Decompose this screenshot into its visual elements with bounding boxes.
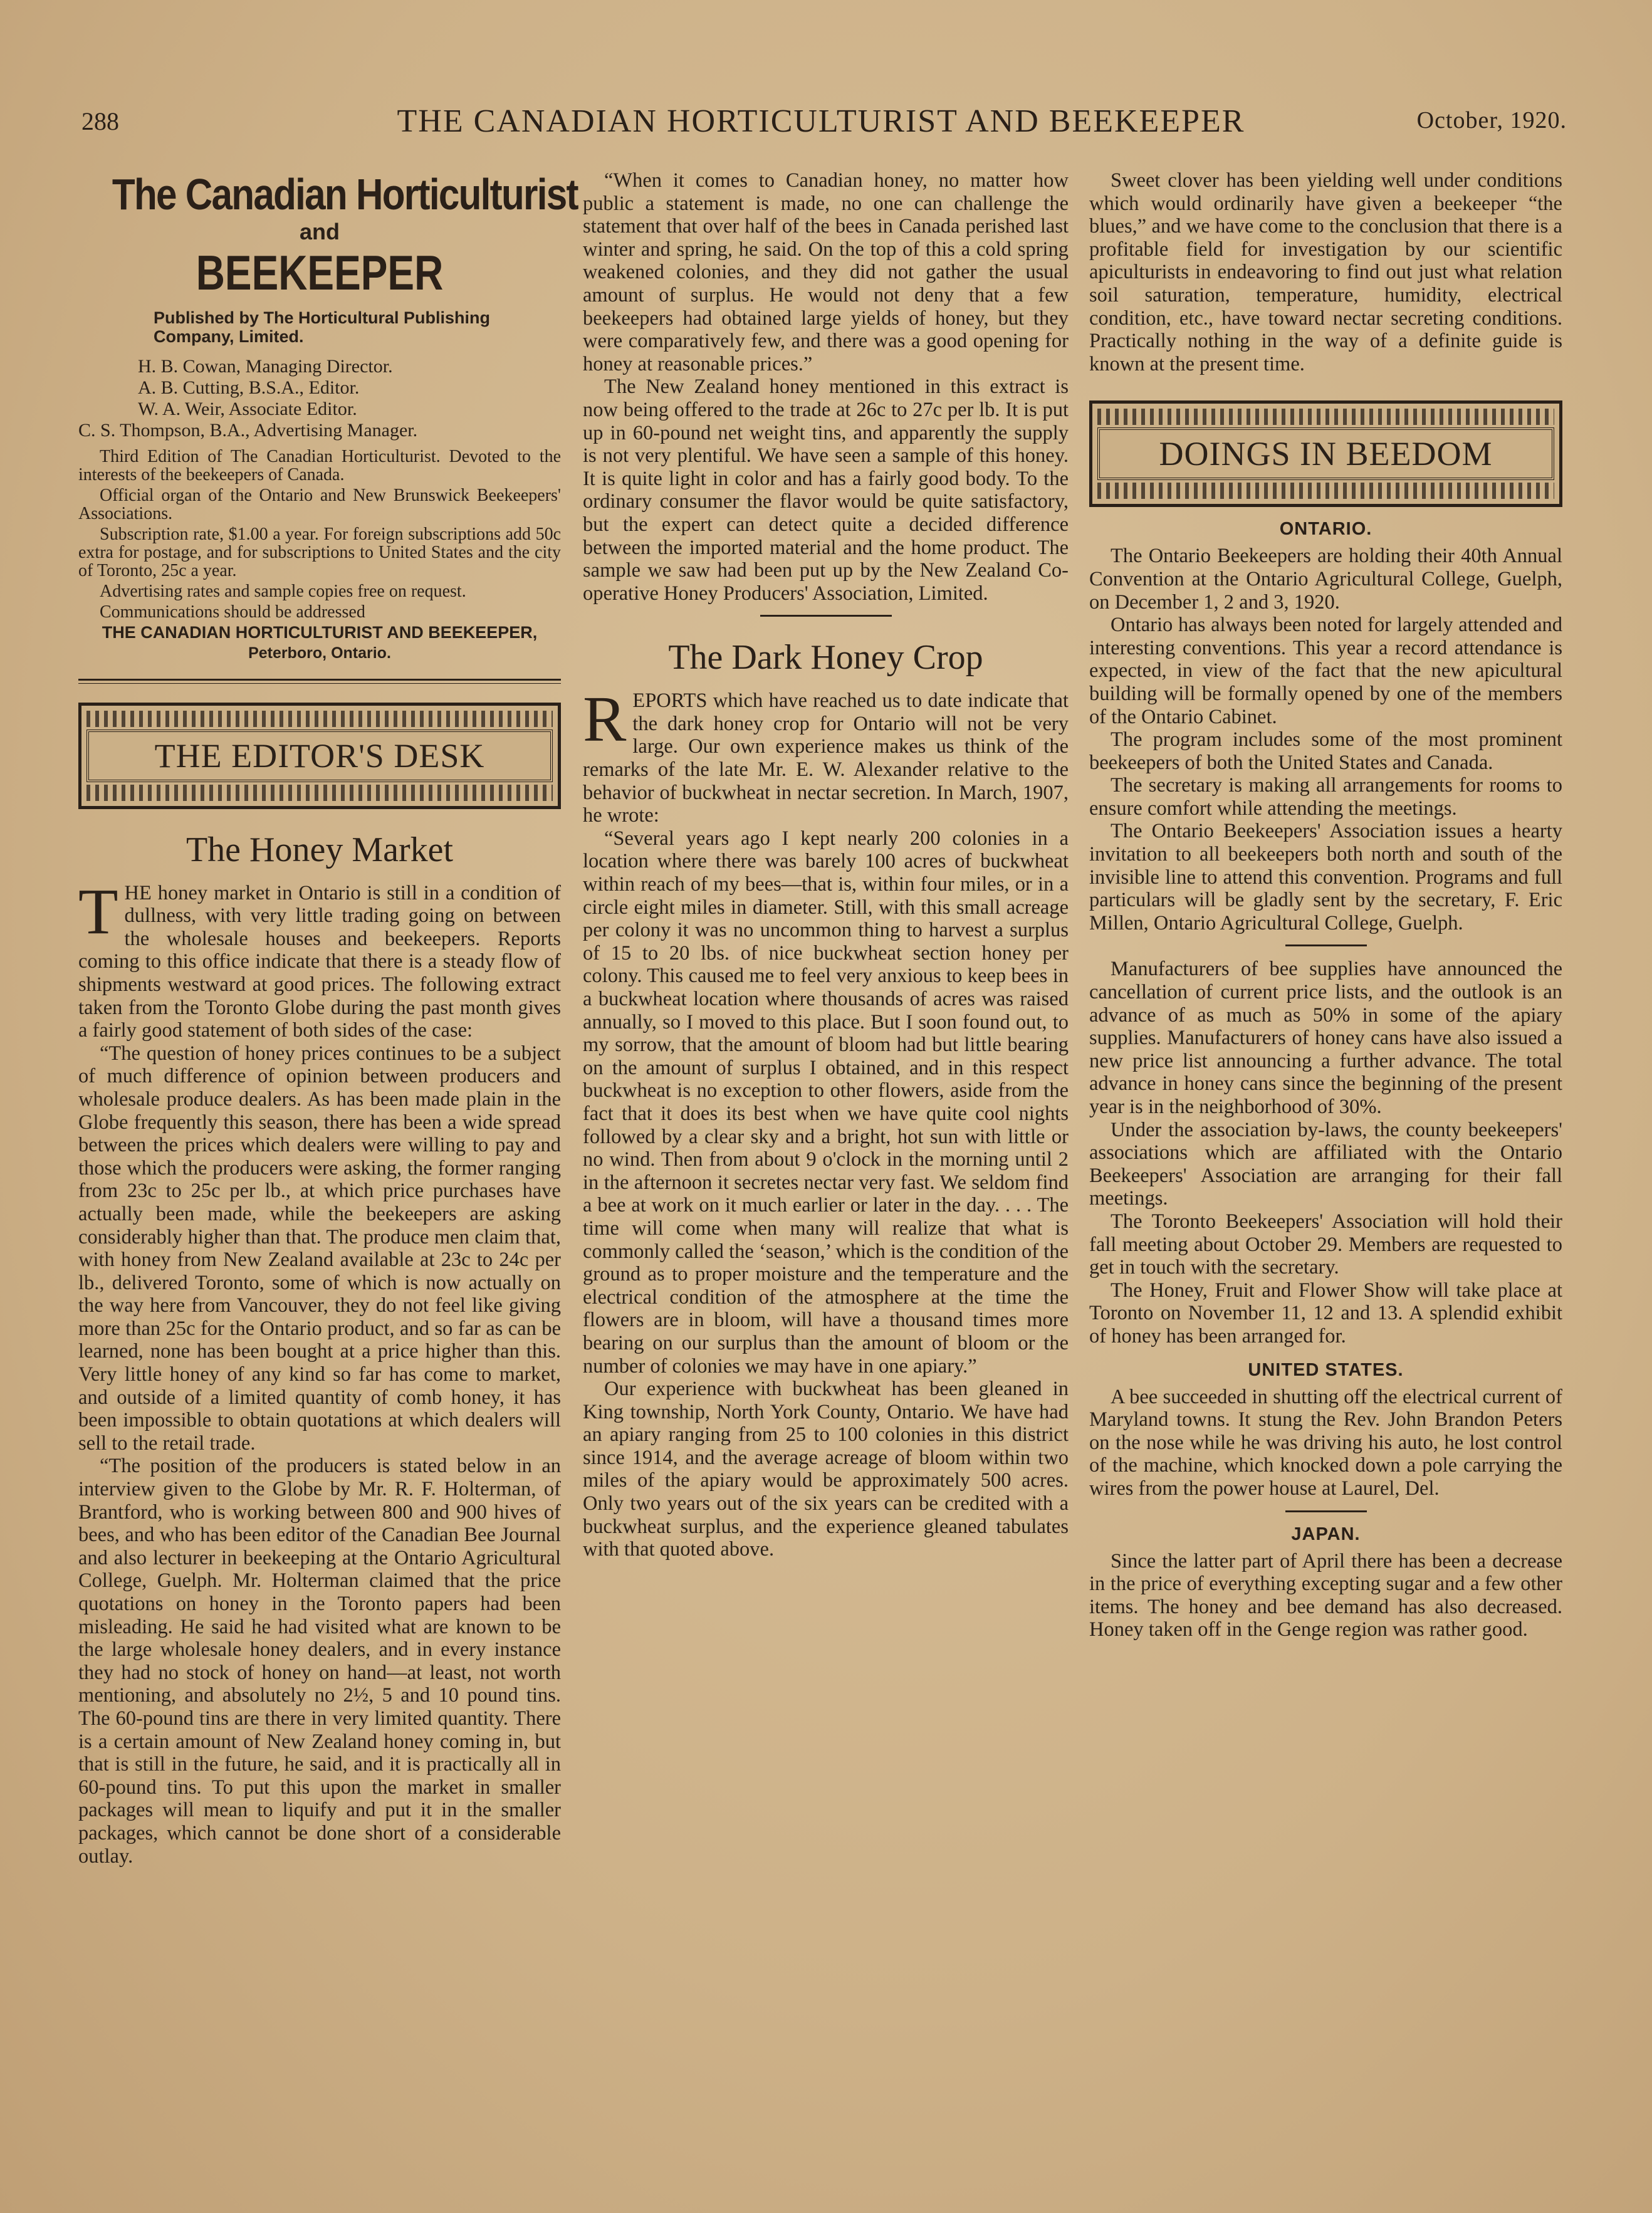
column-2 (583, 169, 1069, 1561)
column-3 (1089, 169, 1562, 1641)
paragraph-text: HE honey market in Ontario is still in a condition of dullness, with very little trading going on between the wholesale houses and beekeepers. Reports coming to this office indicate that there is a steady flow of shipments westward at good prices. The following extract taken from the Toronto Globe during the past month gives a fairly good statement of both sides of the case: (78, 881, 561, 1042)
masthead (78, 169, 578, 665)
masthead-beekeeper: BEEKEEPER (196, 245, 444, 300)
banner-ornament (86, 785, 553, 801)
article-paragraph: “The position of the producers is stated below in an interview given to the Globe by Mr. R. F. Holterman, of Brantford, who is working between 800 and 900 hives of bees, and who has been editor of the Canadian Bee Journal and also lecturer in beekeeping at the Ontario Agricultural College, Guelph. Mr. Holterman claimed that the price quotations on honey in the Toronto papers had been misleading. He said he had visited what are known to be the large wholesale honey dealers, and in every instance they had no stock of honey on hand—at least, not worth mentioning, and absolutely no 2½, 5 and 10 pound tins. The 60-pound tins are there in very limited quantity. There is a certain amount of New Zealand honey coming in, but that is still in the future, he said, and it is practically all in 60-pound tins. To put this upon the market in smaller packages will mean to liquify and put it in the smaller packages, which cannot be done short of a considerable outlay. (78, 1455, 561, 1868)
staff-list (78, 356, 561, 441)
article-paragraph (78, 875, 561, 1042)
article-paragraph: “The question of honey prices continues to be a subject of much difference of opinion between producers and wholesale produce dealers. As has been made plain in the Globe frequently this season, there has been a wide spread between the prices which dealers were willing to pay and those which the producers were asking, the former ranging from 23c to 25c per lb., at which price purchases have actually been made, while the beekeepers are asking considerably higher than that. The produce men claim that, with honey from New Zealand available at 23c to 24c per lb., delivered Toronto, some of which is now actually on the way here from Vancouver, they do not feel like giving more than 25c for the Ontario product, and so far as can be learned, none has been bought at a price higher than this. Very little honey of any kind so far has come to market, and outside of a limited quantity of comb honey, it has been impossible to obtain quotations at which dealers will sell to the retail trade. (78, 1042, 561, 1455)
banner-title: DOINGS IN BEEDOM (1097, 427, 1554, 480)
section-rule (1285, 944, 1367, 946)
beedom-banner (1089, 400, 1562, 507)
section-heading-united-states: UNITED STATES. (1248, 1359, 1404, 1380)
mailing-city: Peterboro, Ontario. (248, 644, 391, 662)
banner-ornament (86, 711, 553, 727)
news-paragraph: The Honey, Fruit and Flower Show will take place at Toronto on November 11, 12 and 13. A splendid exhibit of honey has been arranged for. (1089, 1279, 1562, 1347)
news-paragraph: Ontario has always been noted for largely attended and interesting conventions. This year a record attendance is expected, in view of the fact that the new apicultural building will be formally opened by one of the members of the Ontario Cabinet. (1089, 614, 1562, 728)
article-paragraph: The New Zealand honey mentioned in this extract is now being offered to the trade at 26c to 27c per lb. It is put up in 60-pound net weight tins, and apparently the supply is not very plentiful. We have seen a sample of this honey. It is quite light in color and has a fairly good body. To the ordinary consumer the flavor would be quite satisfactory, but the expert can detect quite a decided difference between the imported material and the home product. The sample we saw had been put up by the New Zealand Co-operative Honey Producers' Association, Limited. (583, 375, 1069, 605)
banner-title: THE EDITOR'S DESK (86, 730, 553, 782)
masthead-title: The Canadian Horticulturist (112, 170, 578, 219)
staff-entry: A. B. Cutting, B.S.A., Editor. (138, 377, 360, 398)
article-paragraph: “Several years ago I kept nearly 200 colonies in a location where there was barely 100 acres of buckwheat within reach of my bees—that is, within four miles, or in a circle eight miles in diameter. Still, with this small acreage per colony it was no uncommon thing to harvest a surplus of 15 to 20 lbs. of nice buckwheat section honey per colony. This caused me to feel very anxious to keep bees in a buckwheat location where thousands of acres was raised annually, so I moved to this place. But I soon found out, to my sorrow, that the amount of bloom had but little bearing on the amount of surplus I obtained, and in this respect buckwheat is no exception to other flowers, aside from the fact that it does its best when we have quite cool nights followed by a clear sky and a bright, hot sun with little or no wind. Then from about 9 o'clock in the morning until 2 in the afternoon it secretes nectar very fast. We seldom find a bee at work on it much earlier or later in the day. . . . The time will come when many will realize that what is commonly called the ‘season,’ which is the condition of the ground as to proper moisture and the temperature and the electrical condition of the atmosphere at the time the flowers are in bloom, will have a thousand times more bearing on our surplus than the amount of bloom or the number of colonies we may have in one apiary.” (583, 827, 1069, 1378)
article-paragraph: Our experience with buckwheat has been gleaned in King township, North York County, Ontario. We have had an apiary ranging from 25 to 100 colonies in this district since 1914, and the average acreage of bloom within two miles of the apiary would be approximately 500 acres. Only two years out of the six years can be credited with a buckwheat surplus, and the experience gleaned tabulates with that quoted above. (583, 1378, 1069, 1561)
banner-ornament (1097, 409, 1554, 425)
news-paragraph: The program includes some of the most prominent beekeepers of both the United States and Canada. (1089, 728, 1562, 774)
news-paragraph: A bee succeeded in shutting off the electrical current of Maryland towns. It stung the Rev. John Brandon Peters on the nose while he was driving his auto, he lost control of the machine, which knocked down a pole carrying the wires from the power house at Laurel, Del. (1089, 1385, 1562, 1500)
notice: Subscription rate, $1.00 a year. For foreign subscriptions add 50c extra for postage, and for subscriptions to United States and the city of Toronto, 25c a year. (78, 525, 561, 580)
article-paragraph: Sweet clover has been yielding well under conditions which would ordinarily have given a beekeeper “the blues,” and we have come to the conclusion that there is a profitable field for investigation by our scientific apiculturists in endeavoring to find out just what relation soil saturation, temperature, humidity, electrical condition, etc., have toward nectar secreting conditions. Practically nothing in the way of a definite guide is known at the present time. (1089, 169, 1562, 375)
banner-ornament (1097, 483, 1554, 499)
article-paragraph (583, 683, 1069, 827)
drop-cap: R (583, 683, 627, 756)
article-title: The Dark Honey Crop (668, 638, 983, 678)
notice: Communications should be addressed (100, 602, 365, 622)
paragraph-text: EPORTS which have reached us to date indicate that the dark honey crop for Ontario will not be very large. Our own experience makes us think of the remarks of the late Mr. E. W. Alexander relative to the behavior of buckwheat in nectar secretion. In March, 1907, he wrote: (583, 689, 1069, 827)
news-paragraph: The Ontario Beekeepers are holding their 40th Annual Convention at the Ontario Agricultural College, Guelph, on December 1, 2 and 3, 1920. (1089, 545, 1562, 614)
staff-entry: W. A. Weir, Associate Editor. (138, 399, 357, 419)
section-heading-japan: JAPAN. (1291, 1524, 1361, 1544)
publisher-line: Published by The Horticultural Publishing Company, Limited. (154, 308, 491, 346)
staff-entry: C. S. Thompson, B.A., Advertising Manager. (78, 420, 418, 441)
issue-date: October, 1920. (1416, 107, 1567, 133)
masthead-and: and (299, 219, 340, 244)
news-paragraph: Manufacturers of bee supplies have announced the cancellation of current price lists, and the outlook is an advance of as much as 50% in some of the apiary supplies. Manufacturers of honey cans have also issued a new price list announcing a further advance. The total advance in honey cans since the beginning of the present year is in the neighborhood of 30%. (1089, 958, 1562, 1118)
news-paragraph: The Toronto Beekeepers' Association will hold their fall meeting about October 29. Members are requested to get in touch with the secretary. (1089, 1210, 1562, 1279)
section-rule (1285, 1510, 1367, 1512)
news-paragraph: Under the association by-laws, the county beekeepers' associations which are affiliated with the Ontario Beekeepers' Association are arranging for their fall meetings. (1089, 1118, 1562, 1210)
news-paragraph: The Ontario Beekeepers' Association issues a hearty invitation to all beekeepers both north and south of the invisible line to attend this convention. Programs and full particulars will be gladly sent by the secretary, F. Eric Millen, Ontario Agricultural College, Guelph. (1089, 820, 1562, 934)
page-number: 288 (81, 107, 119, 135)
masthead-notices (78, 447, 561, 621)
column-1 (78, 169, 578, 1868)
double-rule (78, 679, 561, 684)
editors-desk-banner (78, 703, 561, 809)
section-rule (760, 615, 892, 617)
news-paragraph: The secretary is making all arrangements for rooms to ensure comfort while attending the meetings. (1089, 774, 1562, 820)
article-paragraph: “When it comes to Canadian honey, no matter how public a statement is made, no one can challenge the statement that over half of the bees in Canada perished last winter and spring, he said. On the top of this a cold spring weakened colonies, and they did not gather the usual amount of surplus. He would not deny that a few beekeepers had obtained large yields of honey, but they were comparatively few, and there was a good opening for honey at reasonable prices.” (583, 169, 1069, 375)
running-head: THE CANADIAN HORTICULTURIST AND BEEKEEPER (397, 103, 1245, 139)
mailing-address: THE CANADIAN HORTICULTURIST AND BEEKEEPER, (102, 623, 538, 642)
article-title: The Honey Market (186, 830, 454, 869)
page-header (75, 94, 1567, 150)
section-heading-ontario: ONTARIO. (1279, 519, 1372, 540)
notice: Third Edition of The Canadian Horticulturist. Devoted to the interests of the beekeepers of Canada. (78, 447, 561, 484)
notice: Official organ of the Ontario and New Brunswick Beekeepers' Associations. (78, 486, 561, 523)
drop-cap: T (78, 875, 118, 948)
news-paragraph: Since the latter part of April there has been a decrease in the price of everything excepting sugar and a few other items. The honey and bee demand has also decreased. Honey taken off in the Genge region was rather good. (1089, 1549, 1562, 1641)
notice: Advertising rates and sample copies free on request. (100, 582, 466, 601)
staff-entry: H. B. Cowan, Managing Director. (138, 356, 393, 377)
